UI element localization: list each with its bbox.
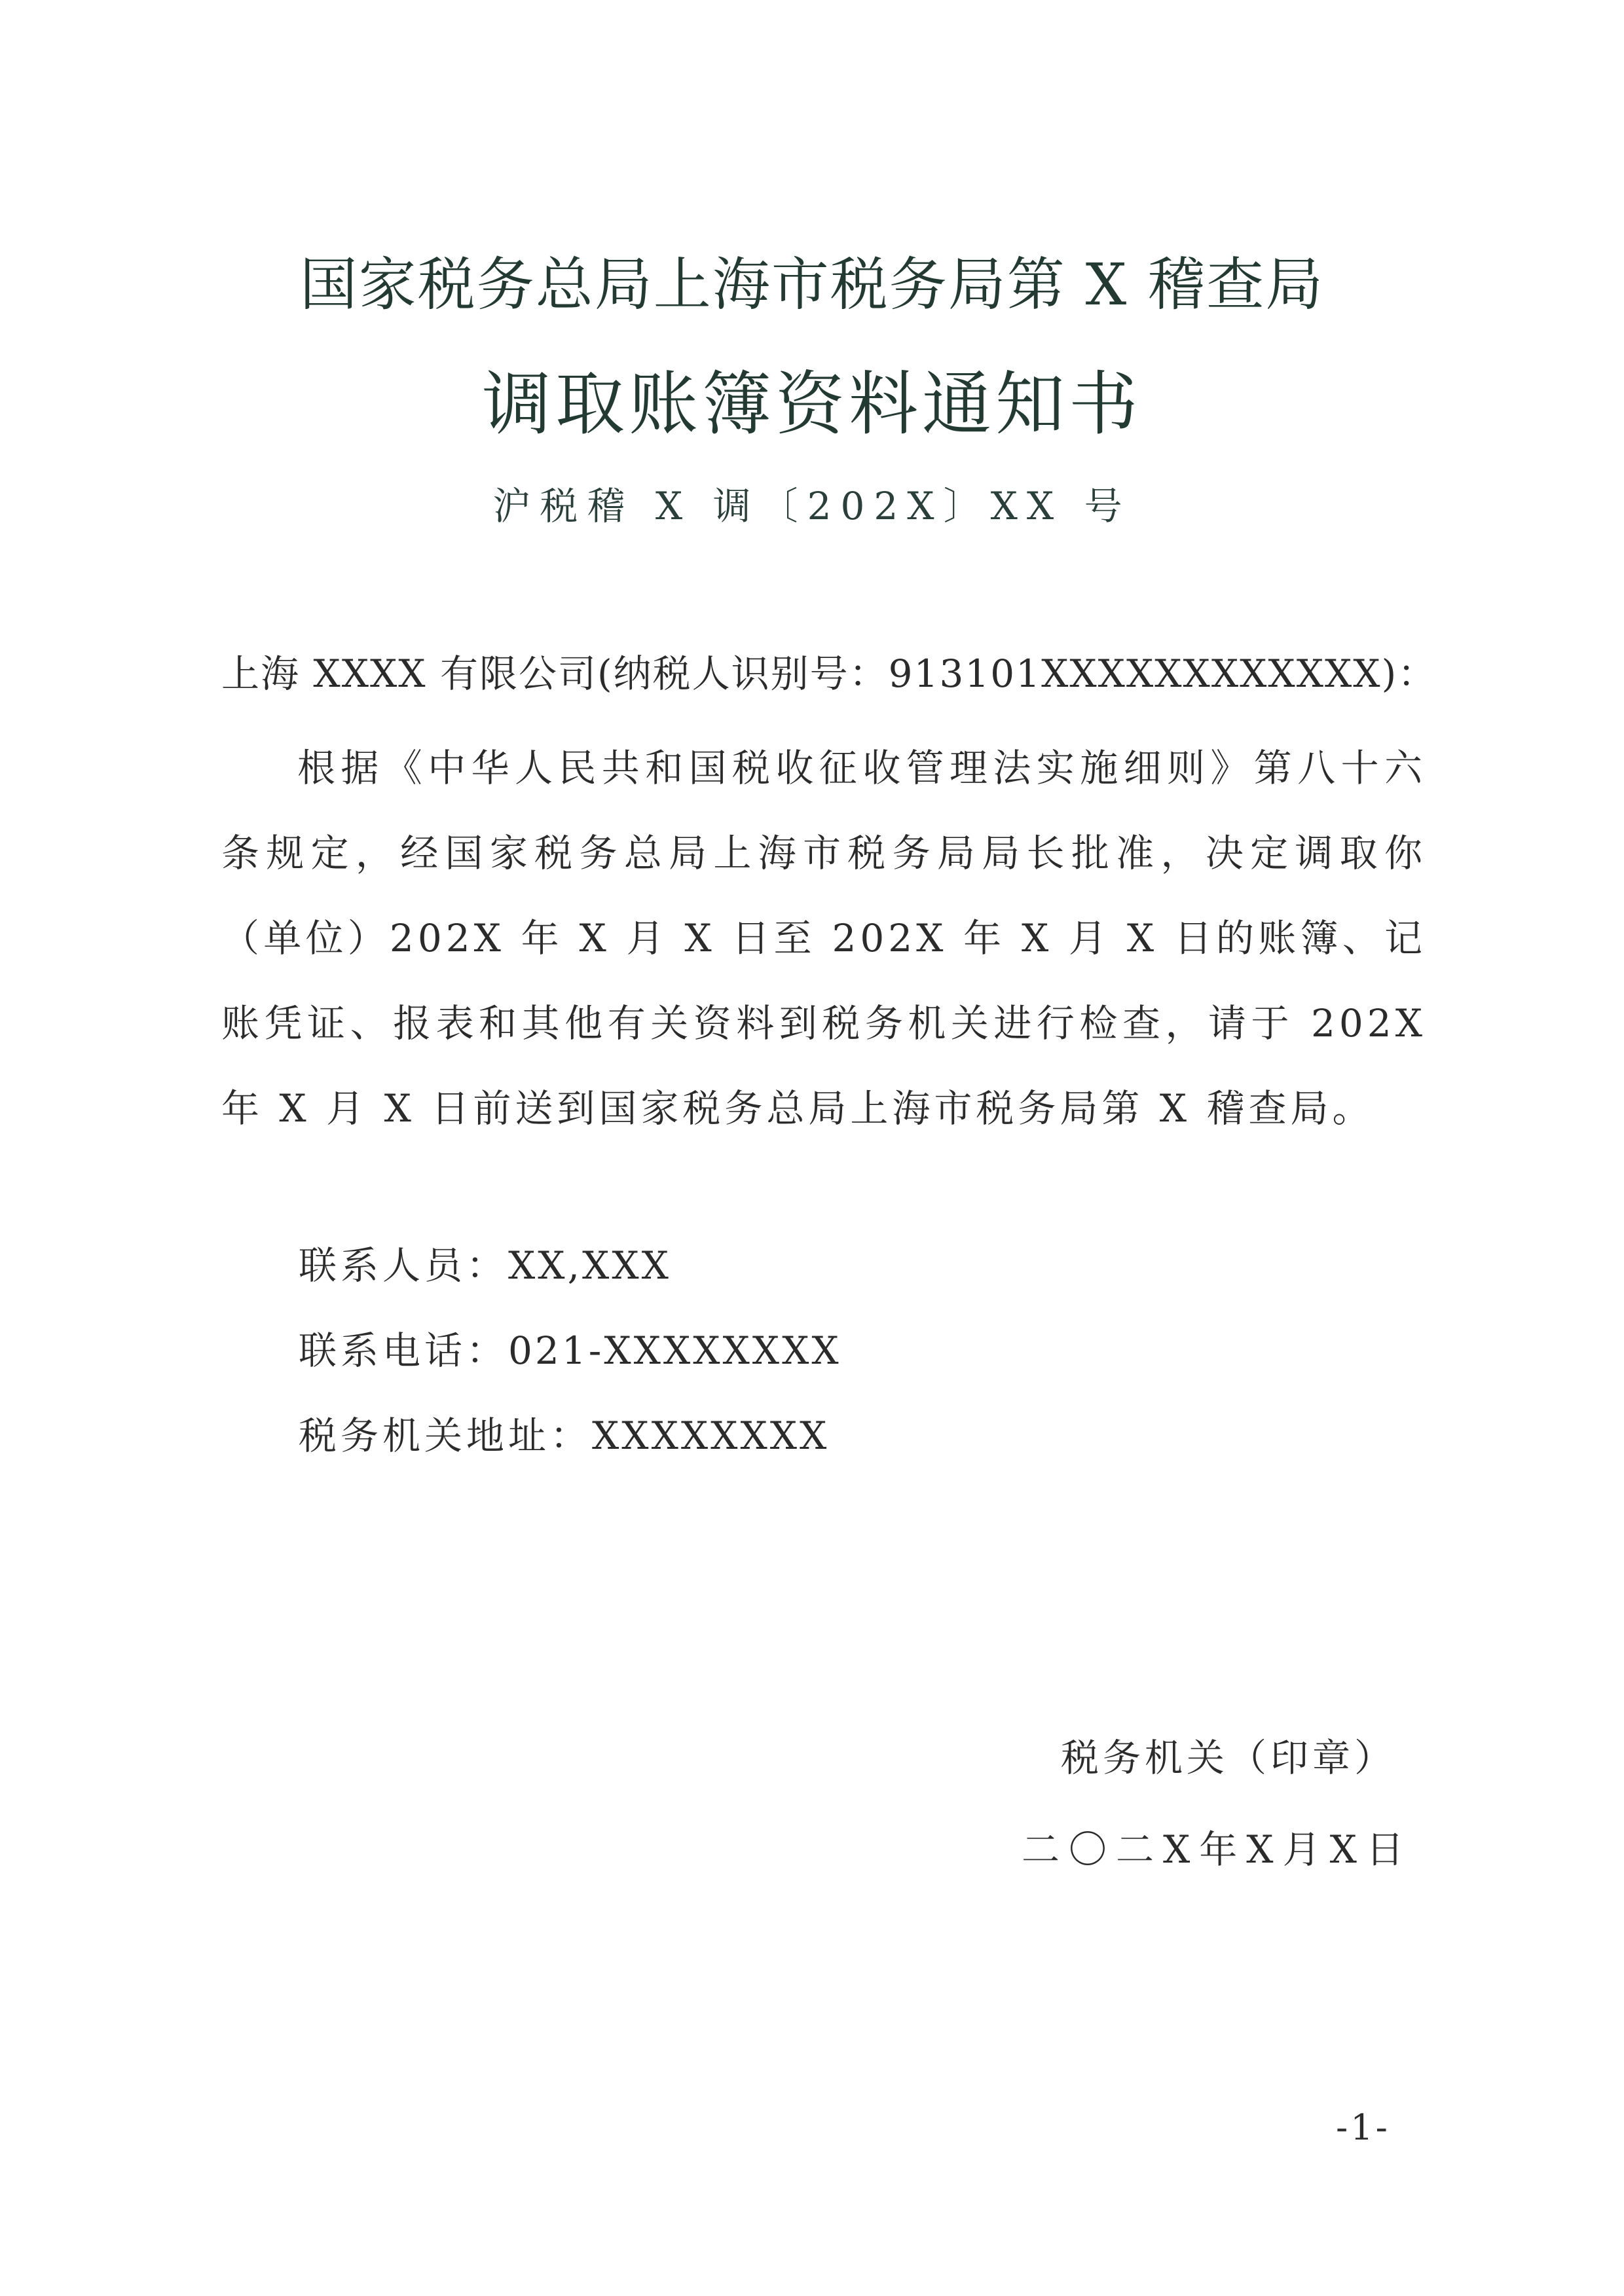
- tax-office-address-line: [299, 1406, 829, 1465]
- addressee-line: 上海 XXXX 有限公司(纳税人识别号：913101XXXXXXXXXXXX)：: [221, 651, 1437, 696]
- contact-phone-line: [299, 1321, 841, 1380]
- document-title: 调取账簿资料通知书: [482, 364, 1142, 445]
- contact-person-value: XX,XXX: [508, 1243, 671, 1288]
- contact-person-label: 联系人员：: [299, 1243, 509, 1288]
- page-number: -1-: [1336, 2107, 1390, 2148]
- issuer-heading: 国家税务总局上海市税务局第 X 稽查局: [299, 251, 1325, 318]
- contact-phone-label: 联系电话：: [299, 1328, 509, 1373]
- contact-person-line: [299, 1236, 671, 1295]
- notice-body-paragraph: 根据《中华人民共和国税收征收管理法实施细则》第八十六条规定，经国家税务总局上海市税务局局长批准，决定调取你（单位）202X 年 X 月 X 日至 202X 年 X 月 X 日的账簿、记账凭证、报表和其他有关资料到税务机关进行检查，请于 202X 年 X 月 X 日前送到国家税务总局上海市税务局第 X 稽查局。: [221, 746, 1426, 1131]
- tax-office-address-label: 税务机关地址：: [299, 1413, 593, 1458]
- document-number: 沪税稽 X 调〔202X〕XX 号: [492, 484, 1132, 528]
- tax-office-address-value: XXXXXXXX: [592, 1413, 830, 1458]
- issue-date: 二〇二X年X月X日: [1022, 1827, 1413, 1872]
- seal-line: 税务机关（印章）: [1061, 1736, 1397, 1780]
- contact-phone-value: 021-XXXXXXXX: [508, 1328, 841, 1373]
